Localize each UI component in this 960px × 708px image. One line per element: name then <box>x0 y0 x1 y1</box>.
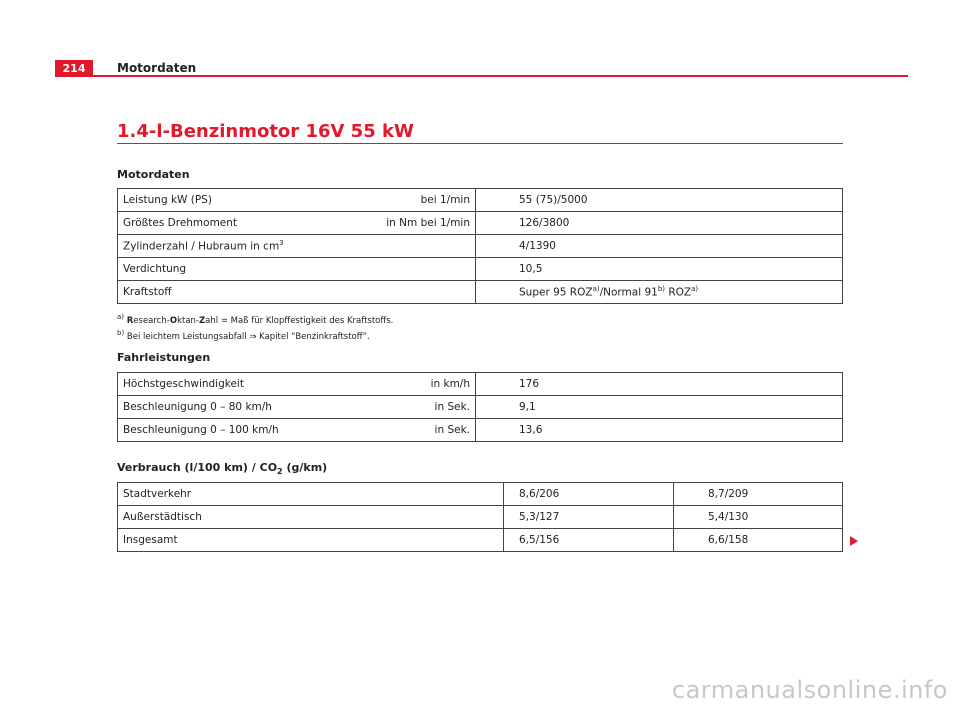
fuel-value-a: Super 95 ROZ <box>519 286 593 299</box>
footnote-text: ahl = Maß für Klopffestigkeit des Kraftstoffs. <box>205 315 394 326</box>
table-cell-value <box>476 235 843 258</box>
footnote-ref: a) <box>691 285 699 294</box>
row-value: 10,5 <box>519 263 543 275</box>
verbrauch-table <box>117 482 843 552</box>
row-label: Größtes Drehmoment <box>123 217 238 229</box>
footnote-text: esearch- <box>133 315 170 326</box>
fahrleistungen-table <box>117 372 843 442</box>
header-title: Motordaten <box>117 61 197 75</box>
table-cell-value <box>476 281 843 304</box>
table-row <box>118 235 843 258</box>
table-cell-label <box>118 189 476 212</box>
table-cell-value <box>476 258 843 281</box>
row-label: Höchstgeschwindigkeit <box>123 378 244 390</box>
table-cell-value <box>476 419 843 442</box>
table-cell-value <box>476 373 843 396</box>
heading-text: Verbrauch (l/100 km) / CO <box>117 461 278 474</box>
row-label: Insgesamt <box>123 534 178 546</box>
table-cell-value <box>476 396 843 419</box>
footnote-a <box>117 311 393 327</box>
row-label: Verdichtung <box>123 263 187 275</box>
row-unit: in Sek. <box>434 401 470 413</box>
table-row <box>118 506 843 529</box>
table-cell-label <box>118 235 476 258</box>
page-title: 1.4-l-Benzinmotor 16V 55 kW <box>117 121 414 142</box>
row-label-superscript: 3 <box>279 239 284 248</box>
footnote-ref: b) <box>657 285 666 294</box>
footnote-ref: a) <box>592 285 600 294</box>
row-label: Kraftstoff <box>123 286 172 298</box>
table-row <box>118 258 843 281</box>
watermark: carmanualsonline.info <box>671 676 948 704</box>
page-number: 214 <box>55 60 93 77</box>
row-value: 126/3800 <box>519 217 570 229</box>
motordaten-table <box>117 188 843 304</box>
header-rule <box>93 75 908 77</box>
table-cell-value <box>476 189 843 212</box>
row-value: 4/1390 <box>519 240 556 252</box>
row-label: Beschleunigung 0 – 80 km/h <box>123 401 272 413</box>
row-value: 8,6/206 <box>519 488 560 500</box>
row-value: 6,5/156 <box>519 534 560 546</box>
table-cell-label <box>118 483 504 506</box>
row-label: Beschleunigung 0 – 100 km/h <box>123 424 279 436</box>
table-cell-label <box>118 212 476 235</box>
table-cell-value <box>674 483 843 506</box>
table-cell-label <box>118 506 504 529</box>
section-heading-motordaten: Motordaten <box>117 168 190 181</box>
footnote-bold-letter: O <box>169 315 178 326</box>
table-cell-label <box>118 419 476 442</box>
table-row <box>118 212 843 235</box>
table-cell-label <box>118 281 476 304</box>
row-value: 6,6/158 <box>708 534 749 546</box>
row-value: 5,3/127 <box>519 511 560 523</box>
row-value: 55 (75)/5000 <box>519 194 588 206</box>
table-cell-value <box>504 506 674 529</box>
row-label: Außerstädtisch <box>123 511 202 523</box>
table-row <box>118 281 843 304</box>
row-value: 5,4/130 <box>708 511 749 523</box>
table-cell-label <box>118 529 504 552</box>
fuel-value-c: ROZ <box>665 286 692 299</box>
section-heading-fahrleistungen: Fahrleistungen <box>117 351 211 364</box>
row-label: Stadtverkehr <box>123 488 192 500</box>
row-value: 9,1 <box>519 401 536 413</box>
table-row <box>118 396 843 419</box>
table-row <box>118 189 843 212</box>
table-row <box>118 529 843 552</box>
row-unit: bei 1/min <box>420 194 470 206</box>
row-value: 8,7/209 <box>708 488 749 500</box>
footnote-b <box>117 327 393 343</box>
row-label: Zylinderzahl / Hubraum in cm <box>123 240 280 253</box>
footnote-bold-letter: R <box>126 315 134 326</box>
table-cell-value <box>504 529 674 552</box>
table-cell-label <box>118 258 476 281</box>
row-unit: in Nm bei 1/min <box>386 217 470 229</box>
heading-text: (g/km) <box>282 461 328 474</box>
footnote-bold-letter: Z <box>198 315 206 326</box>
footnote-text: ktan- <box>177 315 199 326</box>
row-unit: in km/h <box>430 378 470 390</box>
table-cell-value <box>674 506 843 529</box>
next-page-arrow-icon <box>850 536 858 546</box>
footnote-text: Bei leichtem Leistungsabfall ⇒ Kapitel “Benzinkraftstoff”. <box>126 331 370 342</box>
row-label: Leistung kW (PS) <box>123 194 212 206</box>
row-value: 176 <box>519 378 540 390</box>
footnotes <box>117 311 393 343</box>
row-value: 13,6 <box>519 424 543 436</box>
footnote-marker: a) <box>117 313 125 321</box>
table-cell-value <box>674 529 843 552</box>
table-cell-label <box>118 396 476 419</box>
row-unit: in Sek. <box>434 424 470 436</box>
footnote-marker: b) <box>117 328 125 337</box>
table-row <box>118 419 843 442</box>
heading-subscript: 2 <box>277 467 283 477</box>
table-cell-label <box>118 373 476 396</box>
table-cell-value <box>476 212 843 235</box>
fuel-value-b: /Normal 91 <box>599 286 658 299</box>
title-rule <box>117 143 843 144</box>
table-cell-value <box>504 483 674 506</box>
table-row <box>118 373 843 396</box>
section-heading-verbrauch <box>117 461 327 476</box>
table-row <box>118 483 843 506</box>
